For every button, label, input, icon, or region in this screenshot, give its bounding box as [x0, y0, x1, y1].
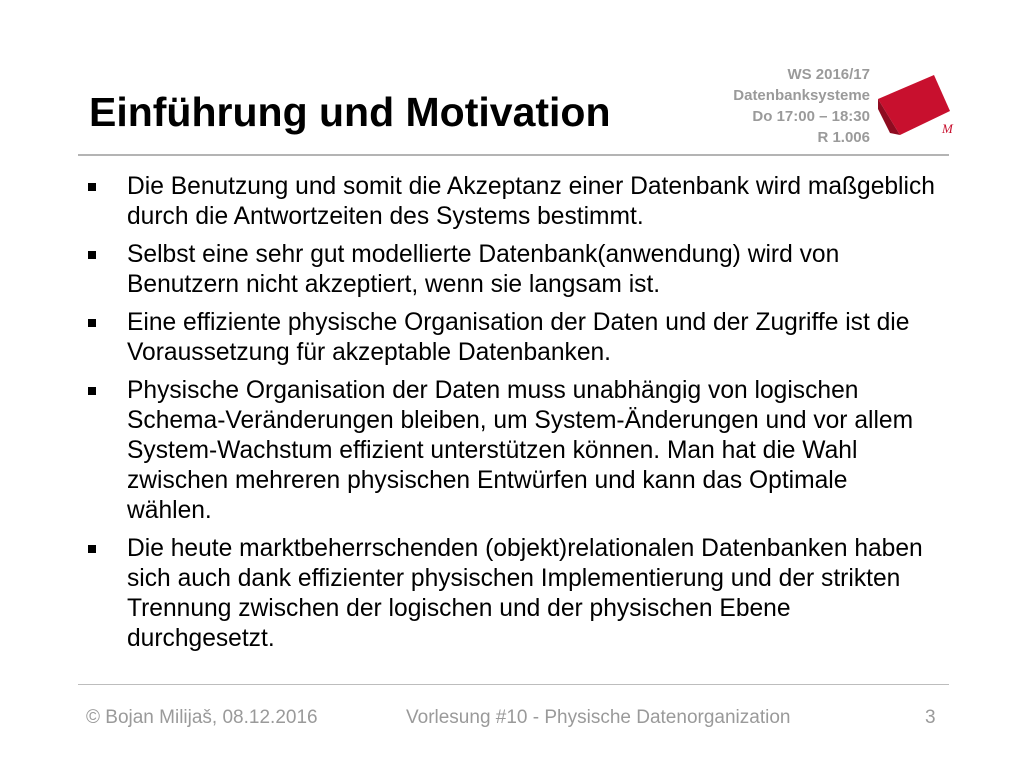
page-number: 3: [925, 707, 936, 728]
course-room: R 1.006: [817, 129, 870, 146]
bullet-marker: [88, 183, 96, 191]
bullet-text: Die heute marktbeherrschenden (objekt)relationalen Datenbanken haben sich auch dank effizienter physischen Implementierung und der strikten Trennung zwischen der logischen und der physischen Ebene durchgesetzt.: [127, 535, 923, 652]
bullet-item: [86, 240, 936, 300]
course-info: [733, 64, 870, 148]
bullet-list: [86, 172, 936, 662]
bullet-item: [86, 534, 936, 654]
bullet-text: Eine effiziente physische Organisation der Daten und der Zugriffe ist die Voraussetzung für akzeptable Datenbanken.: [127, 309, 910, 366]
header-divider: [78, 154, 949, 156]
bullet-marker: [88, 251, 96, 259]
bullet-text: Die Benutzung und somit die Akzeptanz einer Datenbank wird maßgeblich durch die Antwortzeiten des Systems bestimmt.: [127, 173, 935, 230]
slide-title: Einführung und Motivation: [89, 89, 611, 135]
footer-divider: [78, 684, 949, 685]
course-semester: WS 2016/17: [787, 66, 870, 83]
bullet-marker: [88, 545, 96, 553]
course-time: Do 17:00 – 18:30: [752, 108, 870, 125]
bullet-item: [86, 308, 936, 368]
footer-author-date: © Bojan Milijaš, 08.12.2016: [86, 707, 318, 728]
footer-lecture-title: Vorlesung #10 - Physische Datenorganization: [406, 707, 791, 728]
bullet-marker: [88, 387, 96, 395]
bullet-text: Selbst eine sehr gut modellierte Datenbank(anwendung) wird von Benutzern nicht akzeptiert, wenn sie langsam ist.: [127, 241, 840, 298]
bullet-item: [86, 172, 936, 232]
logo-letter: M: [942, 121, 953, 135]
university-logo: [878, 73, 954, 135]
course-subject: Datenbanksysteme: [733, 87, 870, 104]
bullet-marker: [88, 319, 96, 327]
bullet-item: [86, 376, 936, 526]
bullet-text: Physische Organisation der Daten muss unabhängig von logischen Schema-Veränderungen bleiben, um System-Änderungen und vor allem System-Wachstum effizient unterstützen können. Man hat die Wahl zwischen mehreren physischen Entwürfen und kann das Optimale wählen.: [127, 377, 914, 524]
